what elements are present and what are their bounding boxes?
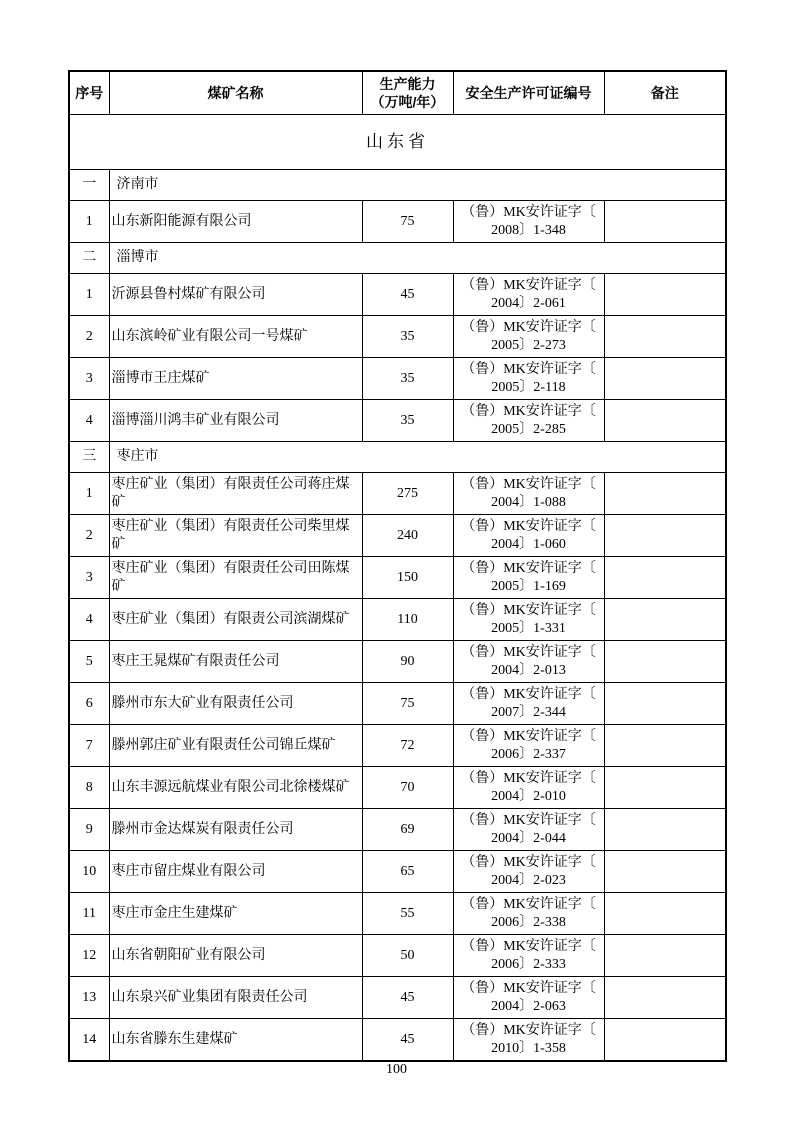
mine-row: [69, 893, 726, 935]
cell-remark: [604, 557, 726, 599]
mine-row: [69, 977, 726, 1019]
cell-remark: [604, 274, 726, 316]
cell-safety-license-number: （鲁）MK安许证字〔 2006〕2-337: [453, 725, 604, 767]
cell-mine-name: 沂源县鲁村煤矿有限公司: [109, 274, 362, 316]
cell-safety-license-number: （鲁）MK安许证字〔 2004〕2-063: [453, 977, 604, 1019]
cell-safety-license-number: （鲁）MK安许证字〔 2007〕2-344: [453, 683, 604, 725]
cell-safety-license-number: （鲁）MK安许证字〔 2004〕2-061: [453, 274, 604, 316]
cell-safety-license-number: （鲁）MK安许证字〔 2004〕2-023: [453, 851, 604, 893]
cell-safety-license-number: （鲁）MK安许证字〔 2006〕2-333: [453, 935, 604, 977]
cell-remark: [604, 358, 726, 400]
mine-row: [69, 683, 726, 725]
cell-mine-name: 枣庄王晁煤矿有限责任公司: [109, 641, 362, 683]
cell-serial-number: 12: [69, 935, 109, 977]
mine-row: [69, 767, 726, 809]
cell-production-capacity: 35: [362, 400, 453, 442]
section-index: 二: [69, 243, 109, 274]
mine-row: [69, 641, 726, 683]
cell-production-capacity: 75: [362, 201, 453, 243]
cell-safety-license-number: （鲁）MK安许证字〔 2004〕2-044: [453, 809, 604, 851]
section-city-name: 济南市: [109, 170, 726, 201]
coal-mine-table: [68, 70, 727, 1062]
cell-serial-number: 13: [69, 977, 109, 1019]
section-city-name: 枣庄市: [109, 442, 726, 473]
cell-remark: [604, 473, 726, 515]
cell-mine-name: 枣庄市金庄生建煤矿: [109, 893, 362, 935]
cell-production-capacity: 45: [362, 1019, 453, 1062]
cell-safety-license-number: （鲁）MK安许证字〔 2005〕1-169: [453, 557, 604, 599]
cell-remark: [604, 767, 726, 809]
cell-mine-name: 枣庄矿业（集团）有限责公司滨湖煤矿: [109, 599, 362, 641]
cell-serial-number: 3: [69, 358, 109, 400]
cell-remark: [604, 977, 726, 1019]
cell-remark: [604, 725, 726, 767]
cell-serial-number: 3: [69, 557, 109, 599]
mine-row: [69, 935, 726, 977]
cell-safety-license-number: （鲁）MK安许证字〔 2005〕1-331: [453, 599, 604, 641]
cell-production-capacity: 110: [362, 599, 453, 641]
mine-row: [69, 201, 726, 243]
cell-production-capacity: 70: [362, 767, 453, 809]
header-row: [69, 71, 726, 115]
column-header-name: 煤矿名称: [109, 71, 362, 115]
section-index: 一: [69, 170, 109, 201]
cell-safety-license-number: （鲁）MK安许证字〔 2008〕1-348: [453, 201, 604, 243]
cell-production-capacity: 150: [362, 557, 453, 599]
cell-production-capacity: 35: [362, 358, 453, 400]
cell-safety-license-number: （鲁）MK安许证字〔 2004〕2-013: [453, 641, 604, 683]
cell-remark: [604, 316, 726, 358]
cell-production-capacity: 75: [362, 683, 453, 725]
cell-remark: [604, 1019, 726, 1062]
table-header: [69, 71, 726, 115]
mine-row: [69, 400, 726, 442]
cell-remark: [604, 851, 726, 893]
mine-row: [69, 515, 726, 557]
cell-mine-name: 淄博淄川鸿丰矿业有限公司: [109, 400, 362, 442]
cell-mine-name: 山东滨岭矿业有限公司一号煤矿: [109, 316, 362, 358]
cell-serial-number: 5: [69, 641, 109, 683]
table-body: [69, 115, 726, 1062]
cell-remark: [604, 515, 726, 557]
cell-production-capacity: 275: [362, 473, 453, 515]
cell-production-capacity: 240: [362, 515, 453, 557]
city-section-row: [69, 442, 726, 473]
cell-remark: [604, 641, 726, 683]
page-number: 100: [386, 1062, 407, 1077]
column-header-no: 序号: [69, 71, 109, 115]
cell-mine-name: 滕州市东大矿业有限责任公司: [109, 683, 362, 725]
cell-serial-number: 8: [69, 767, 109, 809]
mine-row: [69, 599, 726, 641]
cell-remark: [604, 400, 726, 442]
cell-safety-license-number: （鲁）MK安许证字〔 2004〕2-010: [453, 767, 604, 809]
cell-mine-name: 山东新阳能源有限公司: [109, 201, 362, 243]
cell-mine-name: 枣庄市留庄煤业有限公司: [109, 851, 362, 893]
province-row: [69, 115, 726, 170]
mine-row: [69, 358, 726, 400]
cell-serial-number: 4: [69, 599, 109, 641]
cell-remark: [604, 809, 726, 851]
section-city-name: 淄博市: [109, 243, 726, 274]
mine-row: [69, 473, 726, 515]
cell-safety-license-number: （鲁）MK安许证字〔 2006〕2-338: [453, 893, 604, 935]
cell-mine-name: 山东丰源远航煤业有限公司北徐楼煤矿: [109, 767, 362, 809]
mine-row: [69, 274, 726, 316]
cell-safety-license-number: （鲁）MK安许证字〔 2005〕2-285: [453, 400, 604, 442]
cell-remark: [604, 201, 726, 243]
cell-mine-name: 枣庄矿业（集团）有限责任公司柴里煤矿: [109, 515, 362, 557]
cell-production-capacity: 69: [362, 809, 453, 851]
mine-row: [69, 557, 726, 599]
cell-production-capacity: 45: [362, 274, 453, 316]
cell-safety-license-number: （鲁）MK安许证字〔 2004〕1-088: [453, 473, 604, 515]
cell-serial-number: 11: [69, 893, 109, 935]
city-section-row: [69, 243, 726, 274]
cell-mine-name: 山东省滕东生建煤矿: [109, 1019, 362, 1062]
mine-row: [69, 809, 726, 851]
cell-production-capacity: 55: [362, 893, 453, 935]
cell-serial-number: 10: [69, 851, 109, 893]
cell-serial-number: 2: [69, 316, 109, 358]
cell-safety-license-number: （鲁）MK安许证字〔 2005〕2-273: [453, 316, 604, 358]
city-section-row: [69, 170, 726, 201]
cell-production-capacity: 72: [362, 725, 453, 767]
cell-mine-name: 枣庄矿业（集团）有限责任公司田陈煤矿: [109, 557, 362, 599]
cell-serial-number: 6: [69, 683, 109, 725]
cell-mine-name: 山东省朝阳矿业有限公司: [109, 935, 362, 977]
cell-production-capacity: 90: [362, 641, 453, 683]
cell-mine-name: 山东泉兴矿业集团有限责任公司: [109, 977, 362, 1019]
cell-production-capacity: 50: [362, 935, 453, 977]
cell-remark: [604, 893, 726, 935]
cell-serial-number: 1: [69, 274, 109, 316]
mine-row: [69, 1019, 726, 1062]
mine-row: [69, 725, 726, 767]
cell-serial-number: 14: [69, 1019, 109, 1062]
cell-serial-number: 2: [69, 515, 109, 557]
cell-mine-name: 滕州郭庄矿业有限责任公司锦丘煤矿: [109, 725, 362, 767]
column-header-remark: 备注: [604, 71, 726, 115]
cell-serial-number: 9: [69, 809, 109, 851]
cell-mine-name: 滕州市金达煤炭有限责任公司: [109, 809, 362, 851]
cell-serial-number: 1: [69, 201, 109, 243]
section-index: 三: [69, 442, 109, 473]
cell-remark: [604, 683, 726, 725]
cell-serial-number: 1: [69, 473, 109, 515]
cell-production-capacity: 45: [362, 977, 453, 1019]
province-title: 山东省: [69, 115, 726, 170]
cell-remark: [604, 935, 726, 977]
cell-production-capacity: 65: [362, 851, 453, 893]
cell-serial-number: 4: [69, 400, 109, 442]
cell-safety-license-number: （鲁）MK安许证字〔 2005〕2-118: [453, 358, 604, 400]
cell-serial-number: 7: [69, 725, 109, 767]
column-header-capacity: 生产能力 （万吨/年）: [362, 71, 453, 115]
cell-safety-license-number: （鲁）MK安许证字〔 2004〕1-060: [453, 515, 604, 557]
cell-mine-name: 淄博市王庄煤矿: [109, 358, 362, 400]
cell-remark: [604, 599, 726, 641]
mine-row: [69, 316, 726, 358]
column-header-license: 安全生产许可证编号: [453, 71, 604, 115]
cell-mine-name: 枣庄矿业（集团）有限责任公司蒋庄煤矿: [109, 473, 362, 515]
cell-safety-license-number: （鲁）MK安许证字〔 2010〕1-358: [453, 1019, 604, 1062]
mine-row: [69, 851, 726, 893]
cell-production-capacity: 35: [362, 316, 453, 358]
